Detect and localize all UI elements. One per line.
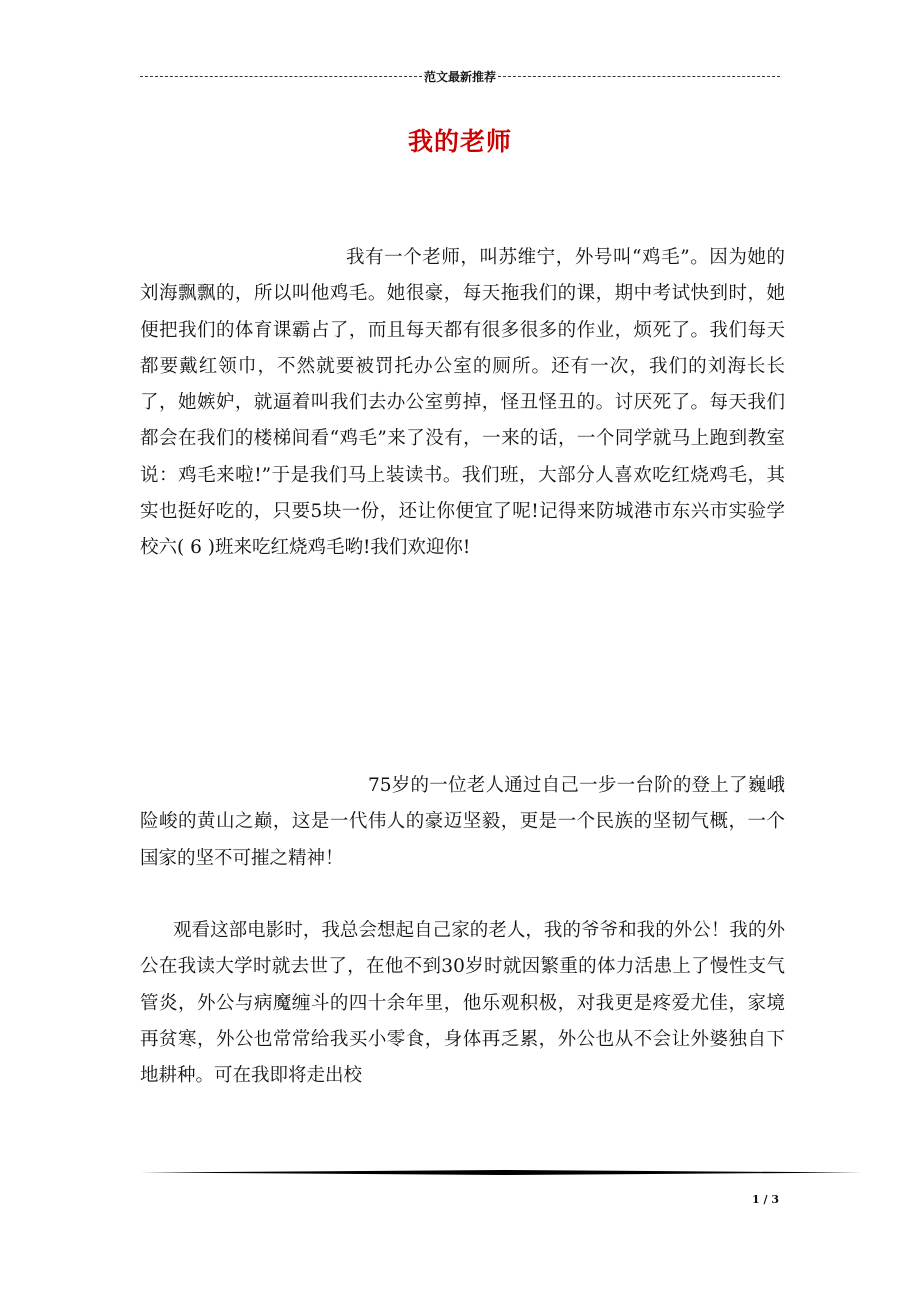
paragraph-3: 观看这部电影时，我总会想起自己家的老人，我的爷爷和我的外公！我的外公在我读大学时就去世了，在他不到30岁时就因繁重的体力活患上了慢性支气管炎，外公与病魔缠斗的四十余年里，他乐观积极，对我更是疼爱尤佳，家境再贫寒，外公也常常给我买小零食，身体再乏累，外公也从不会让外婆独自下地耕种。可在我即将走出校 (140, 920, 785, 1087)
footer-rule (140, 1170, 862, 1175)
paragraph-1: 我有一个老师，叫苏维宁，外号叫“鸡毛”。因为她的刘海飘飘的，所以叫他鸡毛。她很豪，每天拖我们的课，期中考试快到时，她便把我们的体育课霸占了，而且每天都有很多很多的作业，烦死了。我们每天都要戴红领巾，不然就要被罚托办公室的厕所。还有一次，我们的刘海长长了，她嫉妒，就逼着叫我们去办公室剪掉，怪丑怪丑的。讨厌死了。每天我们都会在我们的楼梯间看“鸡毛”来了没有，一来的话，一个同学就马上跑到教室说：鸡毛来啦!”于是我们马上装读书。我们班，大部分人喜欢吃红烧鸡毛，其实也挺好吃的，只要5块一份，还让你便宜了呢!记得来防城港市东兴市实验学校六( 6 )班来吃红烧鸡毛哟!我们欢迎你! (140, 247, 785, 559)
paragraph-2: 75岁的一位老人通过自己一步一台阶的登上了巍峨险峻的黄山之巅，这是一代伟人的豪迈坚毅，更是一个民族的坚韧气概，一个国家的坚不可摧之精神！ (140, 775, 785, 869)
header-label: 范文最新推荐 (424, 70, 497, 84)
header-dash-right (498, 76, 780, 77)
header-dash-left (140, 76, 422, 77)
document-title: 我的老师 (407, 127, 512, 156)
page-number: 1 / 3 (752, 1193, 779, 1206)
page-header (140, 68, 780, 85)
